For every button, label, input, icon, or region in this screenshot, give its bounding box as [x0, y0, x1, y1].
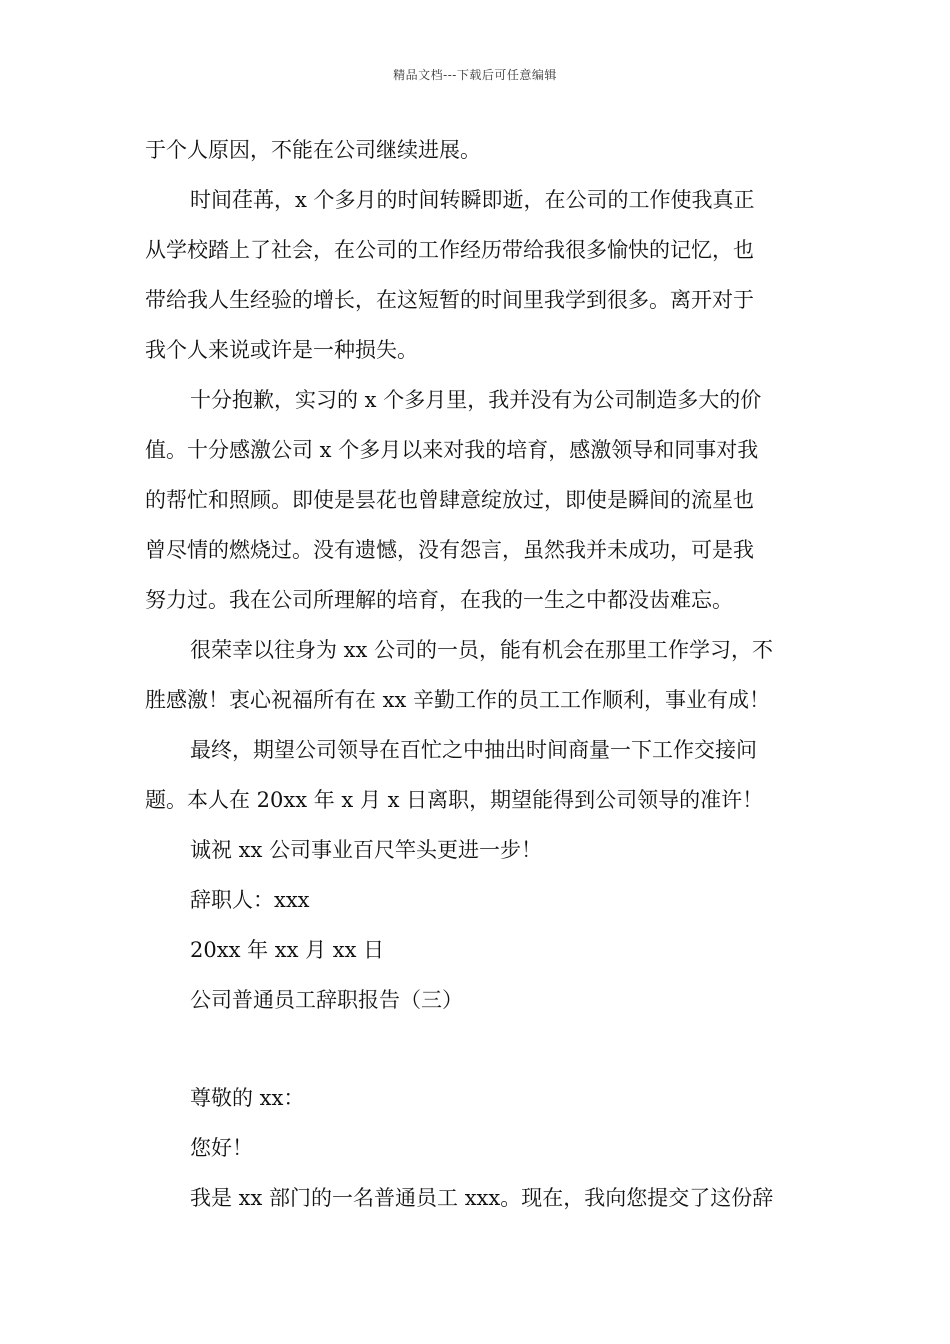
- text-line: 于个人原因，不能在公司继续进展。: [145, 138, 481, 162]
- page-header: 精品文档---下载后可任意编辑: [393, 68, 557, 82]
- text-line: 我个人来说或许是一种损失。: [145, 338, 418, 362]
- text-line: 最终，期望公司领导在百忙之中抽出时间商量一下工作交接问: [190, 738, 757, 762]
- text-line: 很荣幸以往身为 xx 公司的一员，能有机会在那里工作学习，不: [190, 638, 774, 662]
- section-title: 公司普通员工辞职报告（三）: [190, 988, 463, 1012]
- text-line: 时间荏苒，x 个多月的时间转瞬即逝，在公司的工作使我真正: [190, 188, 755, 212]
- text-line: 曾尽情的燃烧过。没有遗憾，没有怨言，虽然我并未成功，可是我: [145, 538, 754, 562]
- text-line: 诚祝 xx 公司事业百尺竿头更进一步！: [190, 838, 543, 862]
- text-line: 从学校踏上了社会，在公司的工作经历带给我很多愉快的记忆，也: [145, 238, 754, 262]
- text-line: 十分抱歉，实习的 x 个多月里，我并没有为公司制造多大的价: [190, 388, 762, 412]
- greeting: 您好！: [190, 1136, 253, 1160]
- signer-line: 辞职人：xxx: [190, 888, 310, 912]
- salutation: 尊敬的 xx：: [190, 1086, 305, 1110]
- text-line: 努力过。我在公司所理解的培育，在我的一生之中都没齿难忘。: [145, 588, 733, 612]
- text-line: 带给我人生经验的增长，在这短暂的时间里我学到很多。离开对于: [145, 288, 754, 312]
- text-line: 题。本人在 20xx 年 x 月 x 日离职，期望能得到公司领导的准许！: [145, 788, 764, 812]
- text-line: 我是 xx 部门的一名普通员工 xxx。现在，我向您提交了这份辞: [190, 1186, 774, 1210]
- text-line: 值。十分感激公司 x 个多月以来对我的培育，感激领导和同事对我: [145, 438, 759, 462]
- text-line: 胜感激！衷心祝福所有在 xx 辛勤工作的员工工作顺利，事业有成！: [145, 688, 771, 712]
- text-line: 的帮忙和照顾。即使是昙花也曾肆意绽放过，即使是瞬间的流星也: [145, 488, 754, 512]
- date-line: 20xx 年 xx 月 xx 日: [190, 938, 385, 962]
